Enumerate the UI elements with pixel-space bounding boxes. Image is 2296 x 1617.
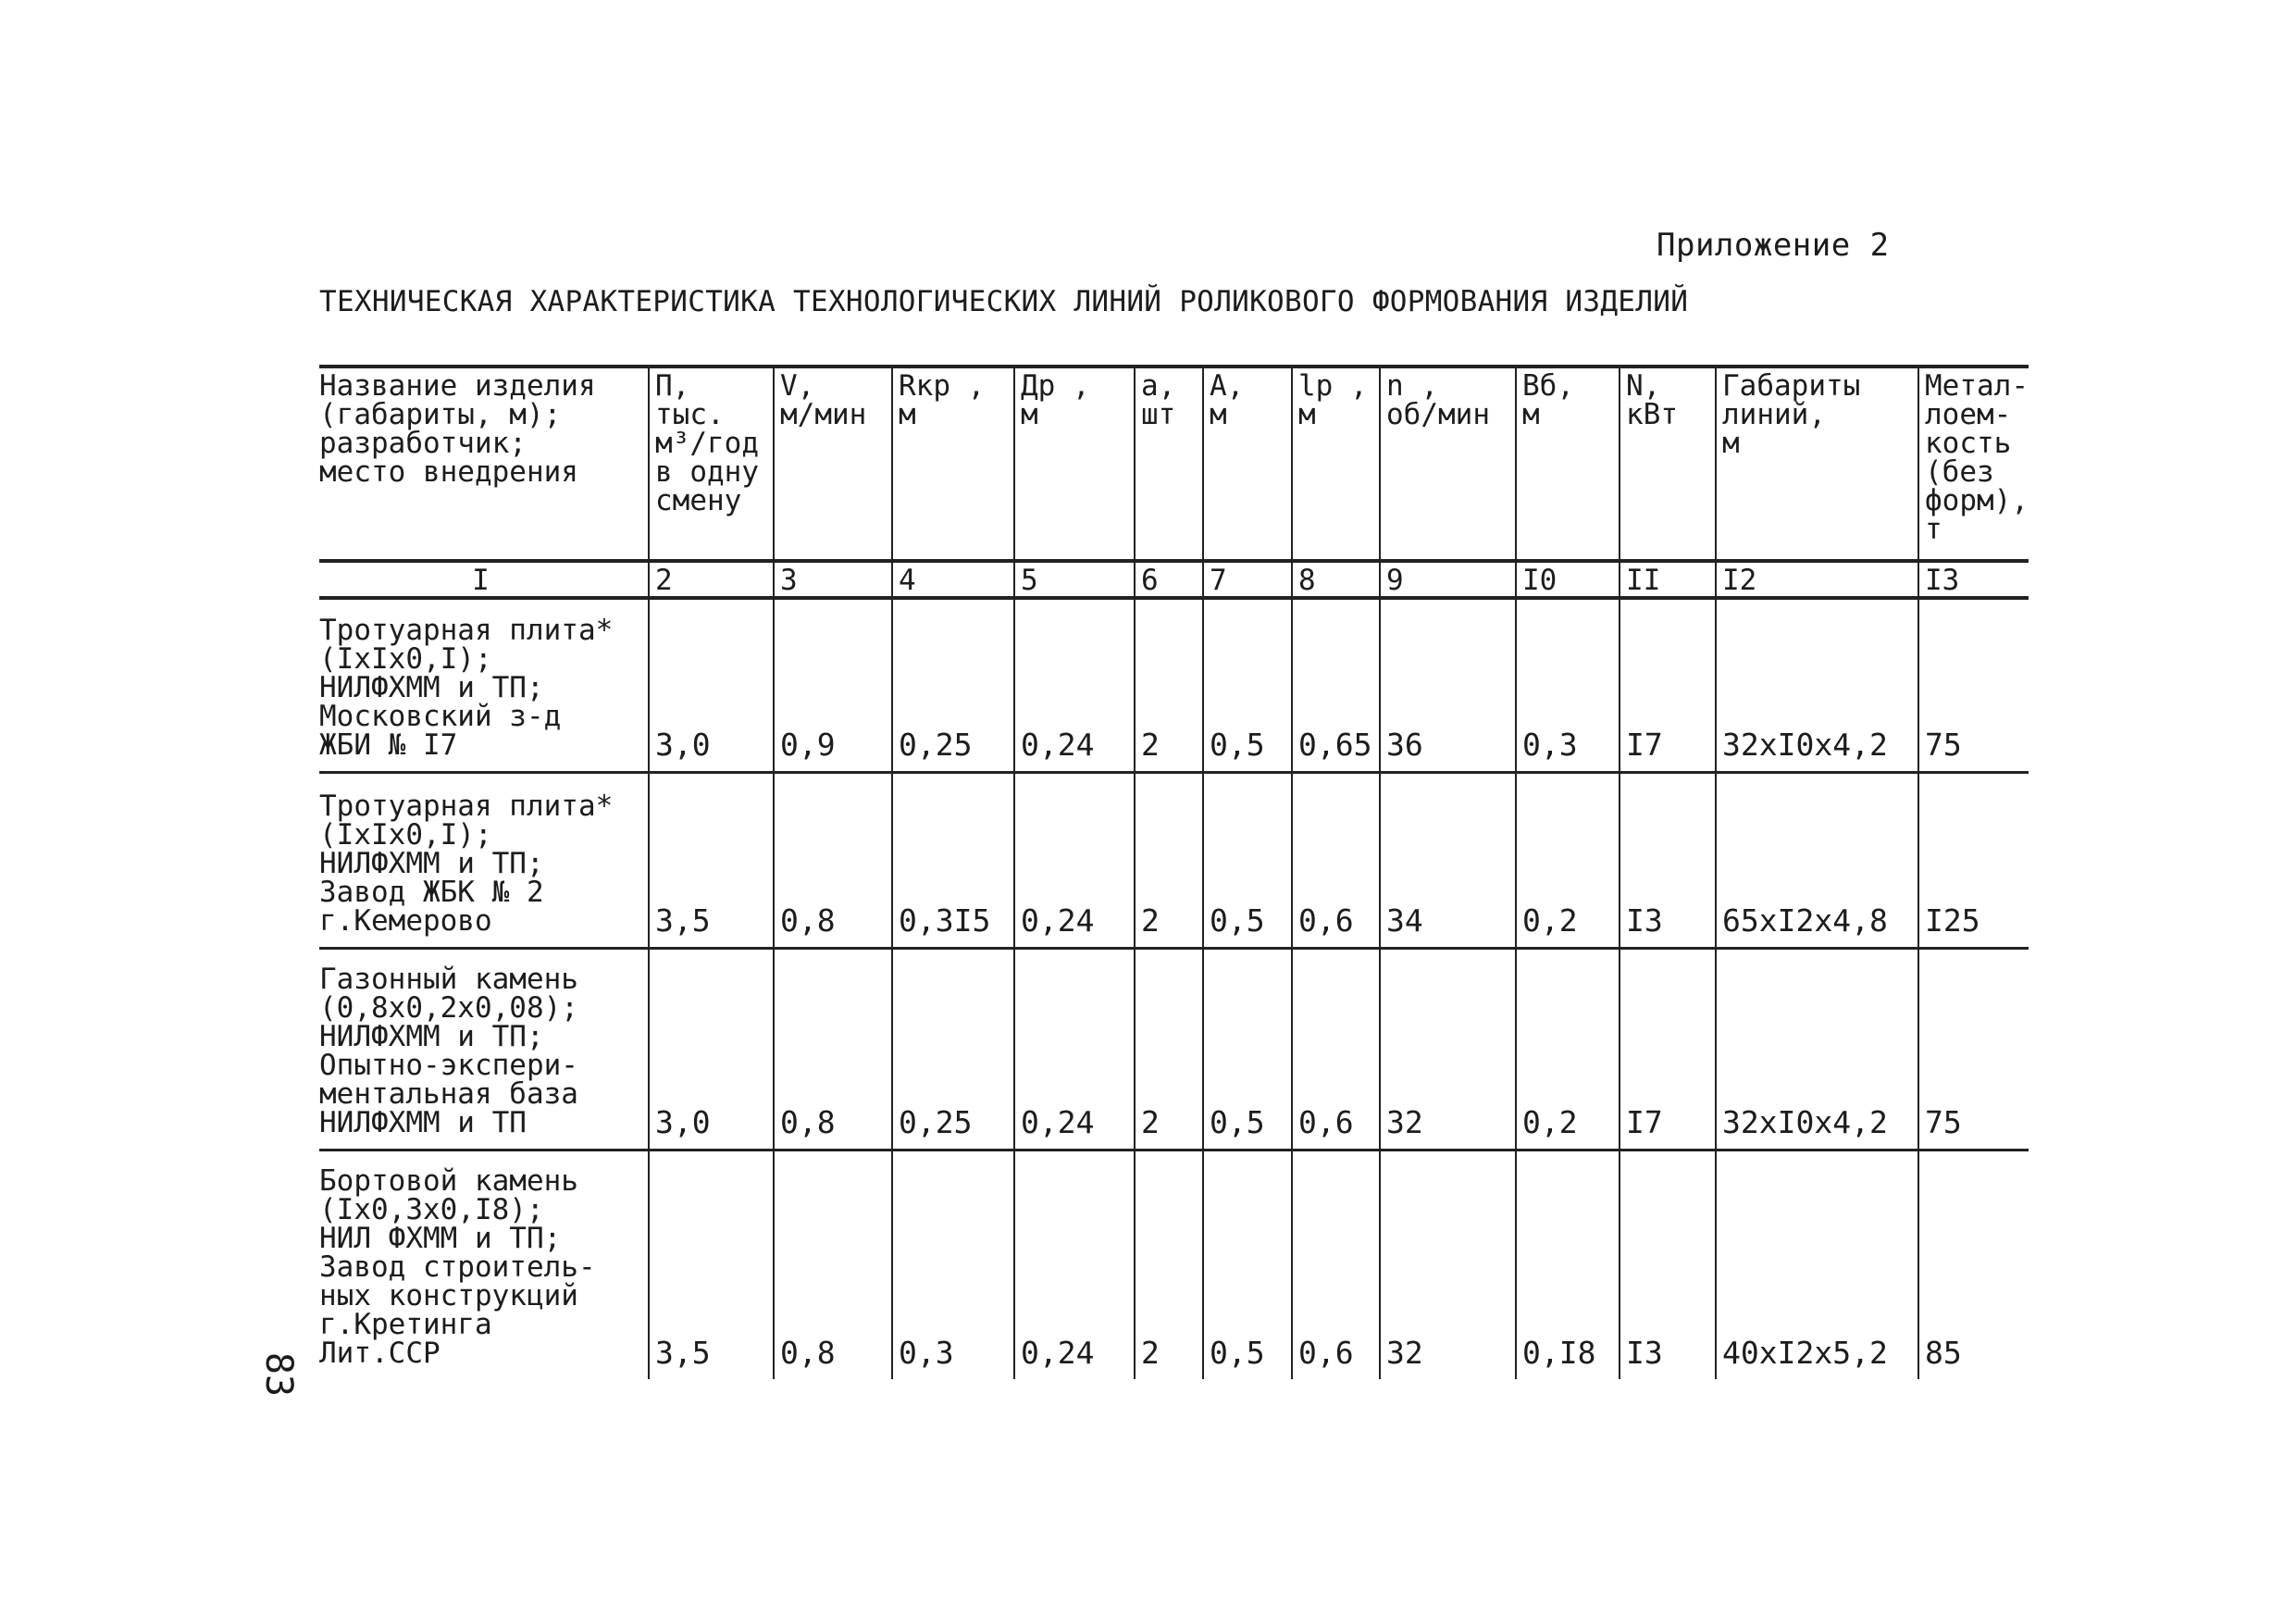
column-number: 5 bbox=[1014, 561, 1135, 598]
table-cell: 2 bbox=[1135, 772, 1203, 948]
table-cell: 0,24 bbox=[1014, 772, 1135, 948]
page-number: 83 bbox=[257, 1351, 301, 1398]
table-cell: 0,5 bbox=[1203, 948, 1292, 1150]
column-number: 7 bbox=[1203, 561, 1292, 598]
column-number: I3 bbox=[1918, 561, 2029, 598]
table-cell: 0,3 bbox=[892, 1150, 1014, 1379]
column-number: I2 bbox=[1716, 561, 1918, 598]
header-cell: а, шт bbox=[1135, 367, 1203, 561]
table-cell: 75 bbox=[1918, 948, 2029, 1150]
table-cell: 0,24 bbox=[1014, 948, 1135, 1150]
table-cell: 0,6 bbox=[1292, 1150, 1380, 1379]
header-cell: Rкр , м bbox=[892, 367, 1014, 561]
table-row bbox=[319, 948, 2029, 1150]
table-row bbox=[319, 1150, 2029, 1379]
table-cell: 0,2 bbox=[1516, 772, 1620, 948]
product-name-cell: Газонный камень (0,8x0,2x0,08); НИЛФХММ и ТП; Опытно-экспери- ментальная база НИЛФХММ и ТП bbox=[319, 948, 649, 1150]
spec-table bbox=[319, 365, 2029, 1379]
table-cell: 0,5 bbox=[1203, 598, 1292, 772]
table-cell: 65xI2x4,8 bbox=[1716, 772, 1918, 948]
table-cell: I25 bbox=[1918, 772, 2029, 948]
product-name-cell: Бортовой камень (Ix0,3x0,I8); НИЛ ФХММ и ТП; Завод строитель- ных конструкций г.Кретинга Лит.ССР bbox=[319, 1164, 596, 1370]
header-cell: Метал- лоем- кость (без форм), т bbox=[1918, 367, 2029, 561]
spec-table-container bbox=[319, 365, 2029, 1379]
table-cell: 0,6 bbox=[1292, 948, 1380, 1150]
header-cell: Габариты линий, м bbox=[1716, 367, 1918, 561]
table-cell: 3,0 bbox=[649, 598, 774, 772]
table-cell: 0,I8 bbox=[1516, 1150, 1620, 1379]
product-name-cell: Тротуарная плита* (IxIx0,I); НИЛФХММ и ТП; Завод ЖБК № 2 г.Кемерово bbox=[319, 772, 649, 948]
document-title: ТЕХНИЧЕСКАЯ ХАРАКТЕРИСТИКА ТЕХНОЛОГИЧЕСКИХ ЛИНИЙ РОЛИКОВОГО ФОРМОВАНИЯ ИЗДЕЛИЙ bbox=[319, 285, 1689, 318]
header-cell: А, м bbox=[1203, 367, 1292, 561]
header-cell: lр , м bbox=[1292, 367, 1380, 561]
column-number: II bbox=[1620, 561, 1716, 598]
table-cell: I3 bbox=[1620, 772, 1716, 948]
header-cell: Название изделия (габариты, м); разработчик; место внедрения bbox=[319, 367, 649, 561]
table-cell: 2 bbox=[1135, 948, 1203, 1150]
table-cell: 0,65 bbox=[1292, 598, 1380, 772]
table-cell: 0,25 bbox=[892, 948, 1014, 1150]
table-cell: 0,2 bbox=[1516, 948, 1620, 1150]
column-number: I bbox=[319, 561, 649, 598]
table-cell: 75 bbox=[1918, 598, 2029, 772]
table-cell: 0,8 bbox=[774, 1150, 892, 1379]
column-number-row bbox=[319, 561, 2029, 598]
table-cell: 3,5 bbox=[649, 1150, 774, 1379]
table-cell: 0,6 bbox=[1292, 772, 1380, 948]
table-cell: I7 bbox=[1620, 948, 1716, 1150]
table-cell: 40xI2x5,2 bbox=[1716, 1150, 1918, 1379]
column-number: 6 bbox=[1135, 561, 1203, 598]
header-cell: П, тыс. м³/год в одну смену bbox=[649, 367, 774, 561]
column-number: 8 bbox=[1292, 561, 1380, 598]
table-row bbox=[319, 772, 2029, 948]
table-cell: 0,25 bbox=[892, 598, 1014, 772]
table-cell: 32xI0x4,2 bbox=[1716, 948, 1918, 1150]
table-cell: 0,24 bbox=[1014, 598, 1135, 772]
table-cell: 0,3 bbox=[1516, 598, 1620, 772]
table-cell: 85 bbox=[1918, 1150, 2029, 1379]
table-cell: I7 bbox=[1620, 598, 1716, 772]
table-cell: 0,9 bbox=[774, 598, 892, 772]
table-cell: 3,5 bbox=[649, 772, 774, 948]
table-row bbox=[319, 598, 2029, 772]
column-number: 3 bbox=[774, 561, 892, 598]
table-cell: 32xI0x4,2 bbox=[1716, 598, 1918, 772]
header-row bbox=[319, 367, 2029, 561]
table-cell: 32 bbox=[1380, 948, 1516, 1150]
appendix-label: Приложение 2 bbox=[1657, 227, 1890, 264]
column-number: 9 bbox=[1380, 561, 1516, 598]
table-cell: I3 bbox=[1620, 1150, 1716, 1379]
table-cell: 34 bbox=[1380, 772, 1516, 948]
table-cell: 0,8 bbox=[774, 948, 892, 1150]
table-cell: 32 bbox=[1380, 1150, 1516, 1379]
table-cell: 3,0 bbox=[649, 948, 774, 1150]
table-cell: 2 bbox=[1135, 1150, 1203, 1379]
table-cell: 0,24 bbox=[1014, 1150, 1135, 1379]
table-cell: 0,5 bbox=[1203, 772, 1292, 948]
header-cell: V, м/мин bbox=[774, 367, 892, 561]
column-number: 2 bbox=[649, 561, 774, 598]
header-cell: N, кВт bbox=[1620, 367, 1716, 561]
table-cell: 0,8 bbox=[774, 772, 892, 948]
header-cell: Вб, м bbox=[1516, 367, 1620, 561]
column-number: I0 bbox=[1516, 561, 1620, 598]
header-cell: n , об/мин bbox=[1380, 367, 1516, 561]
column-number: 4 bbox=[892, 561, 1014, 598]
table-cell: 0,5 bbox=[1203, 1150, 1292, 1379]
table-cell: 2 bbox=[1135, 598, 1203, 772]
header-cell: Др , м bbox=[1014, 367, 1135, 561]
table-cell: 0,3I5 bbox=[892, 772, 1014, 948]
table-cell: 36 bbox=[1380, 598, 1516, 772]
product-name-cell: Тротуарная плита* (IxIx0,I); НИЛФХММ и ТП; Московский з-д ЖБИ № I7 bbox=[319, 598, 649, 772]
